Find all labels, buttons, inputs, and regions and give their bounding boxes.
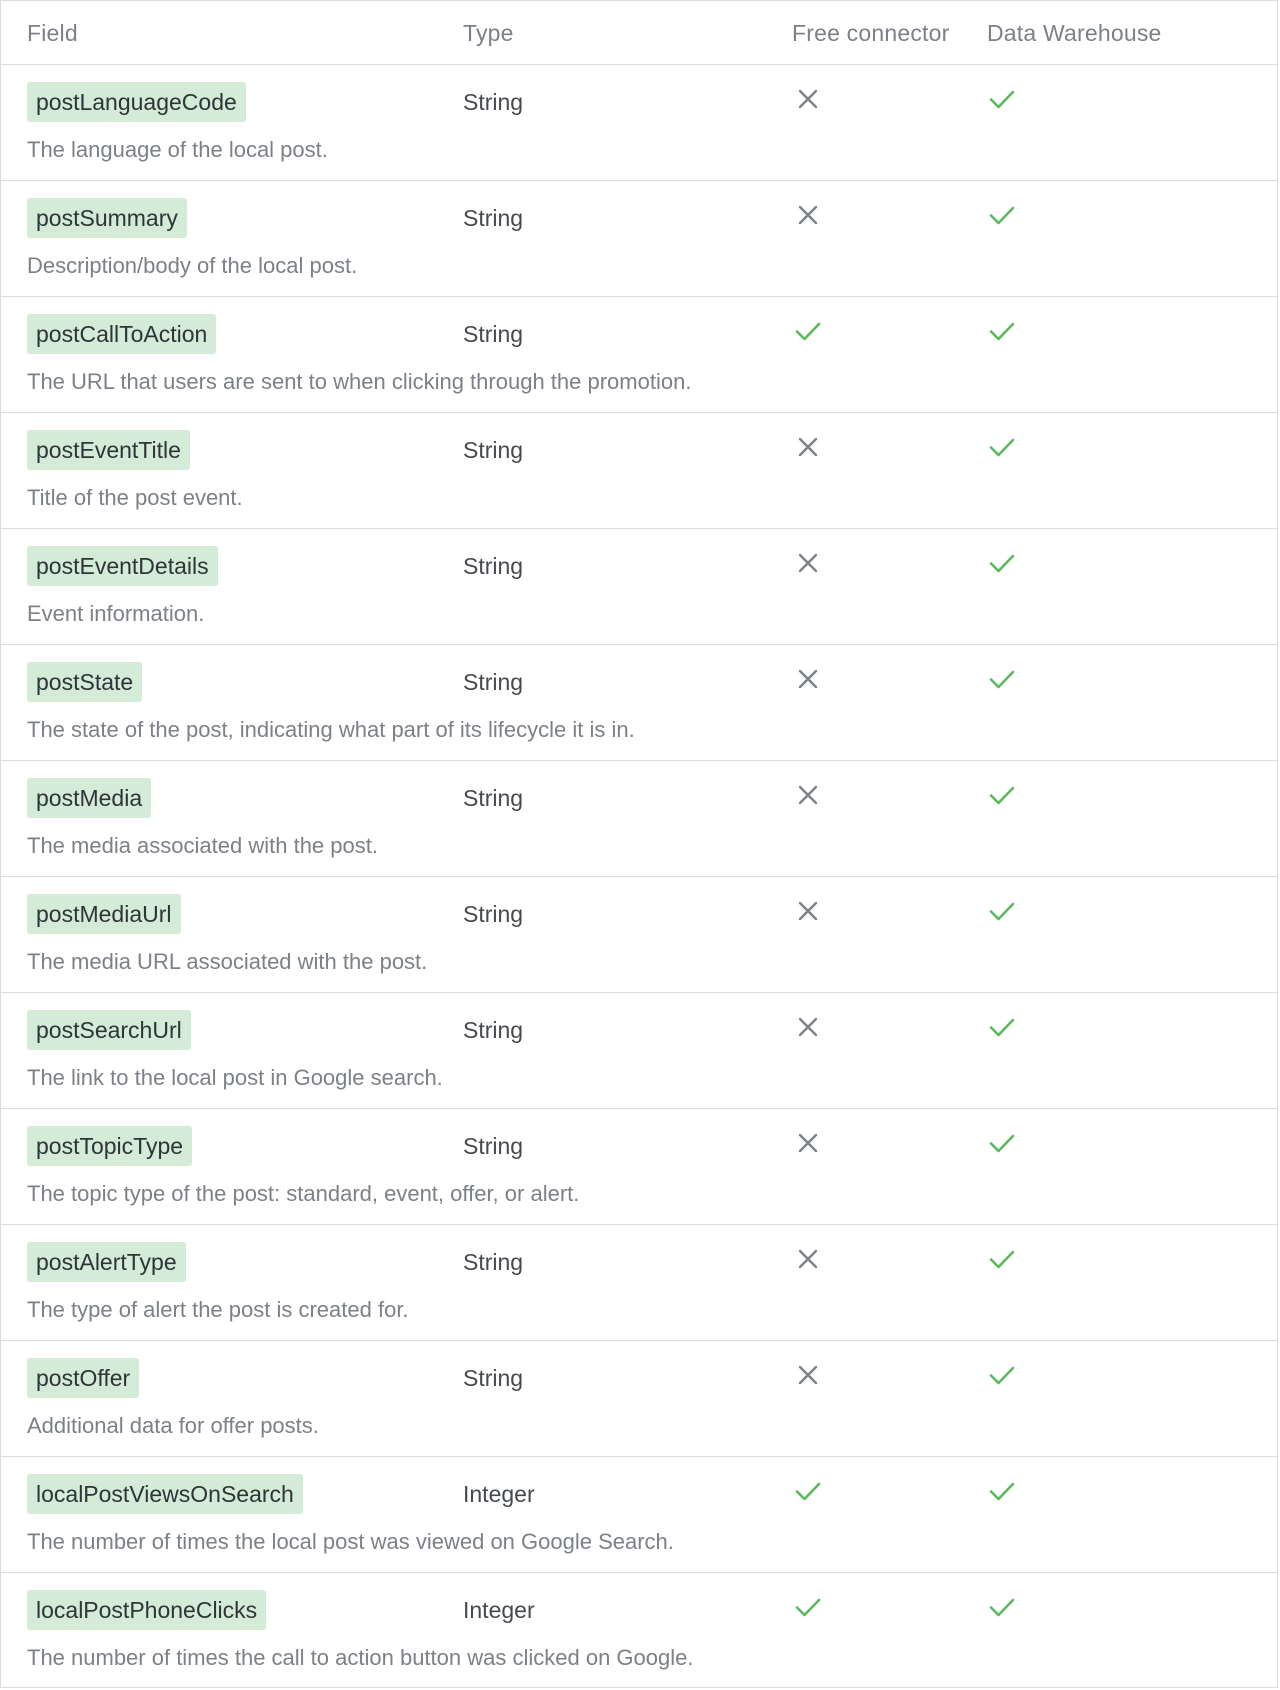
- header-field: Field: [27, 20, 78, 46]
- table-row: [1, 993, 1277, 1109]
- check-icon: [987, 432, 1017, 462]
- check-icon: [987, 1128, 1017, 1158]
- field-name-badge: postLanguageCode: [27, 82, 246, 122]
- cross-icon: [793, 432, 823, 462]
- field-type: String: [463, 1133, 524, 1159]
- field-type: String: [463, 89, 524, 115]
- field-name-badge: postState: [27, 662, 142, 702]
- check-icon: [987, 1476, 1017, 1506]
- field-description: The number of times the call to action button was clicked on Google.: [27, 1645, 694, 1670]
- table-row: [1, 529, 1277, 645]
- cross-icon: [793, 780, 823, 810]
- field-type: String: [463, 901, 524, 927]
- table-row: [1, 1225, 1277, 1341]
- table-row: [1, 877, 1277, 993]
- header-type: Type: [463, 20, 514, 46]
- cross-icon: [793, 200, 823, 230]
- check-icon: [987, 1244, 1017, 1274]
- field-description: The media associated with the post.: [27, 833, 378, 858]
- field-name-badge: postEventTitle: [27, 430, 190, 470]
- check-icon: [987, 1360, 1017, 1390]
- table-row: [1, 761, 1277, 877]
- field-type: String: [463, 1365, 524, 1391]
- cross-icon: [793, 84, 823, 114]
- check-icon: [793, 1476, 823, 1506]
- field-description: The media URL associated with the post.: [27, 949, 428, 974]
- table-row: [1, 181, 1277, 297]
- field-name-badge: postEventDetails: [27, 546, 218, 586]
- cross-icon: [793, 1360, 823, 1390]
- table-row: [1, 1457, 1277, 1573]
- field-type: String: [463, 321, 524, 347]
- field-type: String: [463, 785, 524, 811]
- check-icon: [987, 664, 1017, 694]
- check-icon: [987, 548, 1017, 578]
- field-description: The topic type of the post: standard, event, offer, or alert.: [27, 1181, 580, 1206]
- cross-icon: [793, 1244, 823, 1274]
- field-name-badge: postMediaUrl: [27, 894, 181, 934]
- check-icon: [987, 316, 1017, 346]
- field-name-badge: localPostViewsOnSearch: [27, 1474, 303, 1514]
- check-icon: [987, 780, 1017, 810]
- table-row: [1, 297, 1277, 413]
- field-name-badge: postTopicType: [27, 1126, 192, 1166]
- check-icon: [987, 1012, 1017, 1042]
- cross-icon: [793, 1128, 823, 1158]
- field-type: String: [463, 553, 524, 579]
- field-name-badge: postCallToAction: [27, 314, 216, 354]
- field-type: Integer: [463, 1597, 535, 1623]
- field-description: The language of the local post.: [27, 137, 328, 162]
- field-description: Title of the post event.: [27, 485, 243, 510]
- field-description: Event information.: [27, 601, 205, 626]
- field-name-badge: postAlertType: [27, 1242, 186, 1282]
- check-icon: [987, 1592, 1017, 1622]
- cross-icon: [793, 896, 823, 926]
- table-row: [1, 65, 1277, 181]
- field-description: Additional data for offer posts.: [27, 1413, 319, 1438]
- field-type: String: [463, 669, 524, 695]
- cross-icon: [793, 1012, 823, 1042]
- header-data-warehouse: Data Warehouse: [987, 20, 1162, 46]
- field-name-badge: postSummary: [27, 198, 187, 238]
- check-icon: [987, 200, 1017, 230]
- check-icon: [793, 316, 823, 346]
- cross-icon: [793, 664, 823, 694]
- table-row: [1, 1341, 1277, 1457]
- check-icon: [793, 1592, 823, 1622]
- field-name-badge: postSearchUrl: [27, 1010, 191, 1050]
- field-description: The number of times the local post was viewed on Google Search.: [27, 1529, 674, 1554]
- cross-icon: [793, 548, 823, 578]
- header-free-connector: Free connector: [792, 20, 950, 46]
- table-row: [1, 1573, 1277, 1689]
- field-name-badge: postMedia: [27, 778, 151, 818]
- table-header: [1, 1, 1277, 65]
- field-description: The URL that users are sent to when clicking through the promotion.: [27, 369, 692, 394]
- field-type: String: [463, 437, 524, 463]
- field-description: Description/body of the local post.: [27, 253, 358, 278]
- table-row: [1, 413, 1277, 529]
- field-type: String: [463, 1249, 524, 1275]
- field-description: The state of the post, indicating what part of its lifecycle it is in.: [27, 717, 635, 742]
- field-type: String: [463, 1017, 524, 1043]
- field-description: The type of alert the post is created for.: [27, 1297, 409, 1322]
- check-icon: [987, 84, 1017, 114]
- table-row: [1, 645, 1277, 761]
- check-icon: [987, 896, 1017, 926]
- table-row: [1, 1109, 1277, 1225]
- field-type: Integer: [463, 1481, 535, 1507]
- field-name-badge: localPostPhoneClicks: [27, 1590, 266, 1630]
- field-description: The link to the local post in Google search.: [27, 1065, 443, 1090]
- field-name-badge: postOffer: [27, 1358, 139, 1398]
- field-type: String: [463, 205, 524, 231]
- table-body: [1, 65, 1277, 1689]
